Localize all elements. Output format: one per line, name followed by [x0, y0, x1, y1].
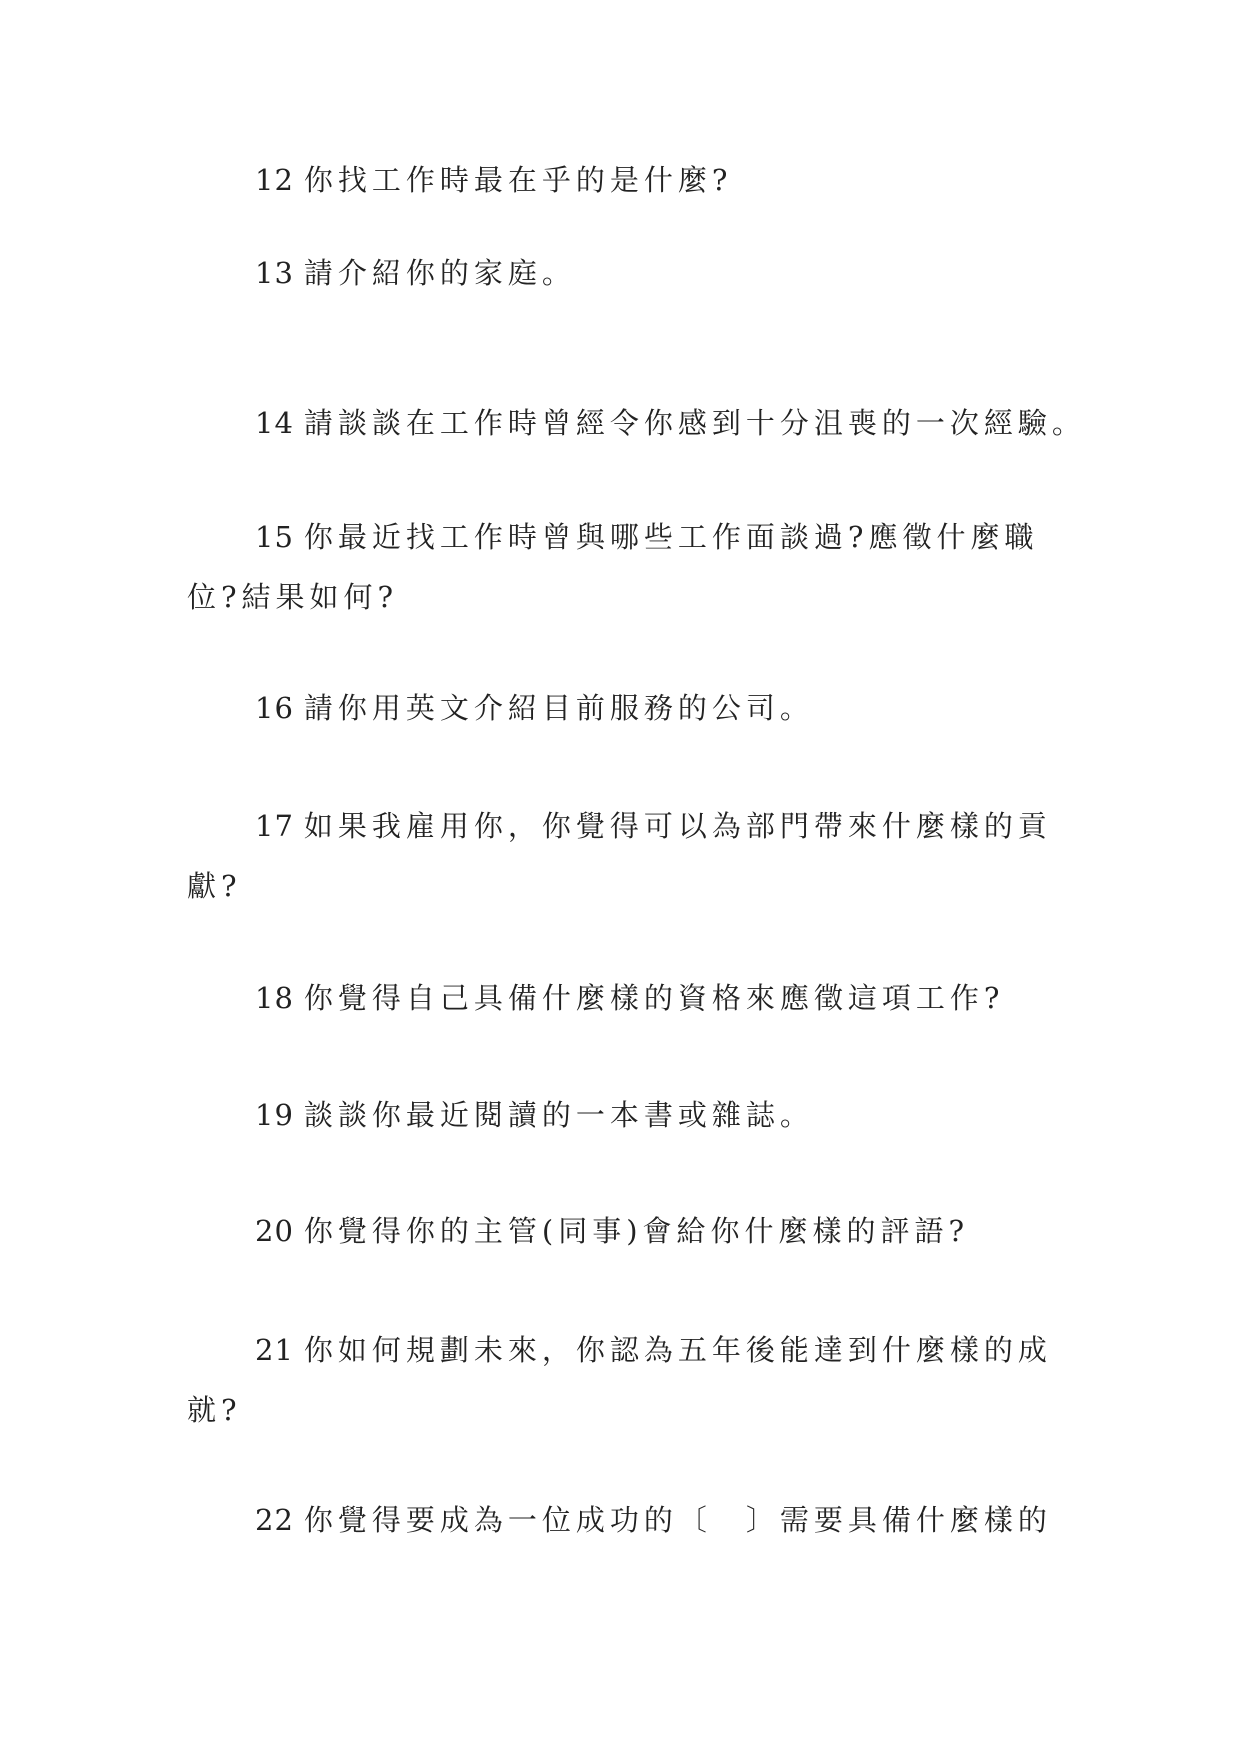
question-text: 你最近找工作時曾與哪些工作面談過?應徵什麼職位?結果如何?: [187, 520, 1039, 614]
question-18: [187, 968, 1067, 1028]
question-text: 你找工作時最在乎的是什麼?: [303, 163, 733, 197]
question-number: 15: [255, 520, 294, 554]
question-20: [187, 1201, 1067, 1261]
question-number: 21: [255, 1333, 294, 1367]
question-text: 如果我雇用你，你覺得可以為部門帶來什麼樣的貢獻?: [187, 809, 1052, 903]
question-number: 18: [255, 981, 294, 1015]
question-text: 請談談在工作時曾經令你感到十分沮喪的一次經驗。: [303, 406, 1086, 440]
question-13: [187, 243, 1067, 303]
question-22: [187, 1490, 1067, 1550]
question-17: [187, 796, 1067, 916]
question-text: 你覺得要成為一位成功的〔 〕需要具備什麼樣的: [303, 1503, 1052, 1537]
question-number: 22: [255, 1503, 294, 1537]
question-16: [187, 678, 1067, 738]
question-15: [187, 507, 1067, 627]
question-number: 12: [255, 163, 294, 197]
question-21: [187, 1320, 1067, 1440]
question-number: 14: [255, 406, 294, 440]
question-number: 17: [255, 809, 294, 843]
question-text: 請你用英文介紹目前服務的公司。: [303, 691, 814, 725]
question-text: 你如何規劃未來，你認為五年後能達到什麼樣的成就?: [187, 1333, 1052, 1427]
question-text: 談談你最近閱讀的一本書或雜誌。: [303, 1098, 814, 1132]
question-14: [187, 393, 1187, 453]
question-number: 20: [255, 1214, 294, 1248]
question-text: 請介紹你的家庭。: [303, 256, 576, 290]
question-number: 19: [255, 1098, 294, 1132]
question-text: 你覺得自己具備什麼樣的資格來應徵這項工作?: [303, 981, 1005, 1015]
question-number: 16: [255, 691, 294, 725]
question-number: 13: [255, 256, 294, 290]
question-12: [187, 150, 1067, 210]
question-19: [187, 1085, 1067, 1145]
question-text: 你覺得你的主管(同事)會給你什麼樣的評語?: [303, 1214, 970, 1248]
